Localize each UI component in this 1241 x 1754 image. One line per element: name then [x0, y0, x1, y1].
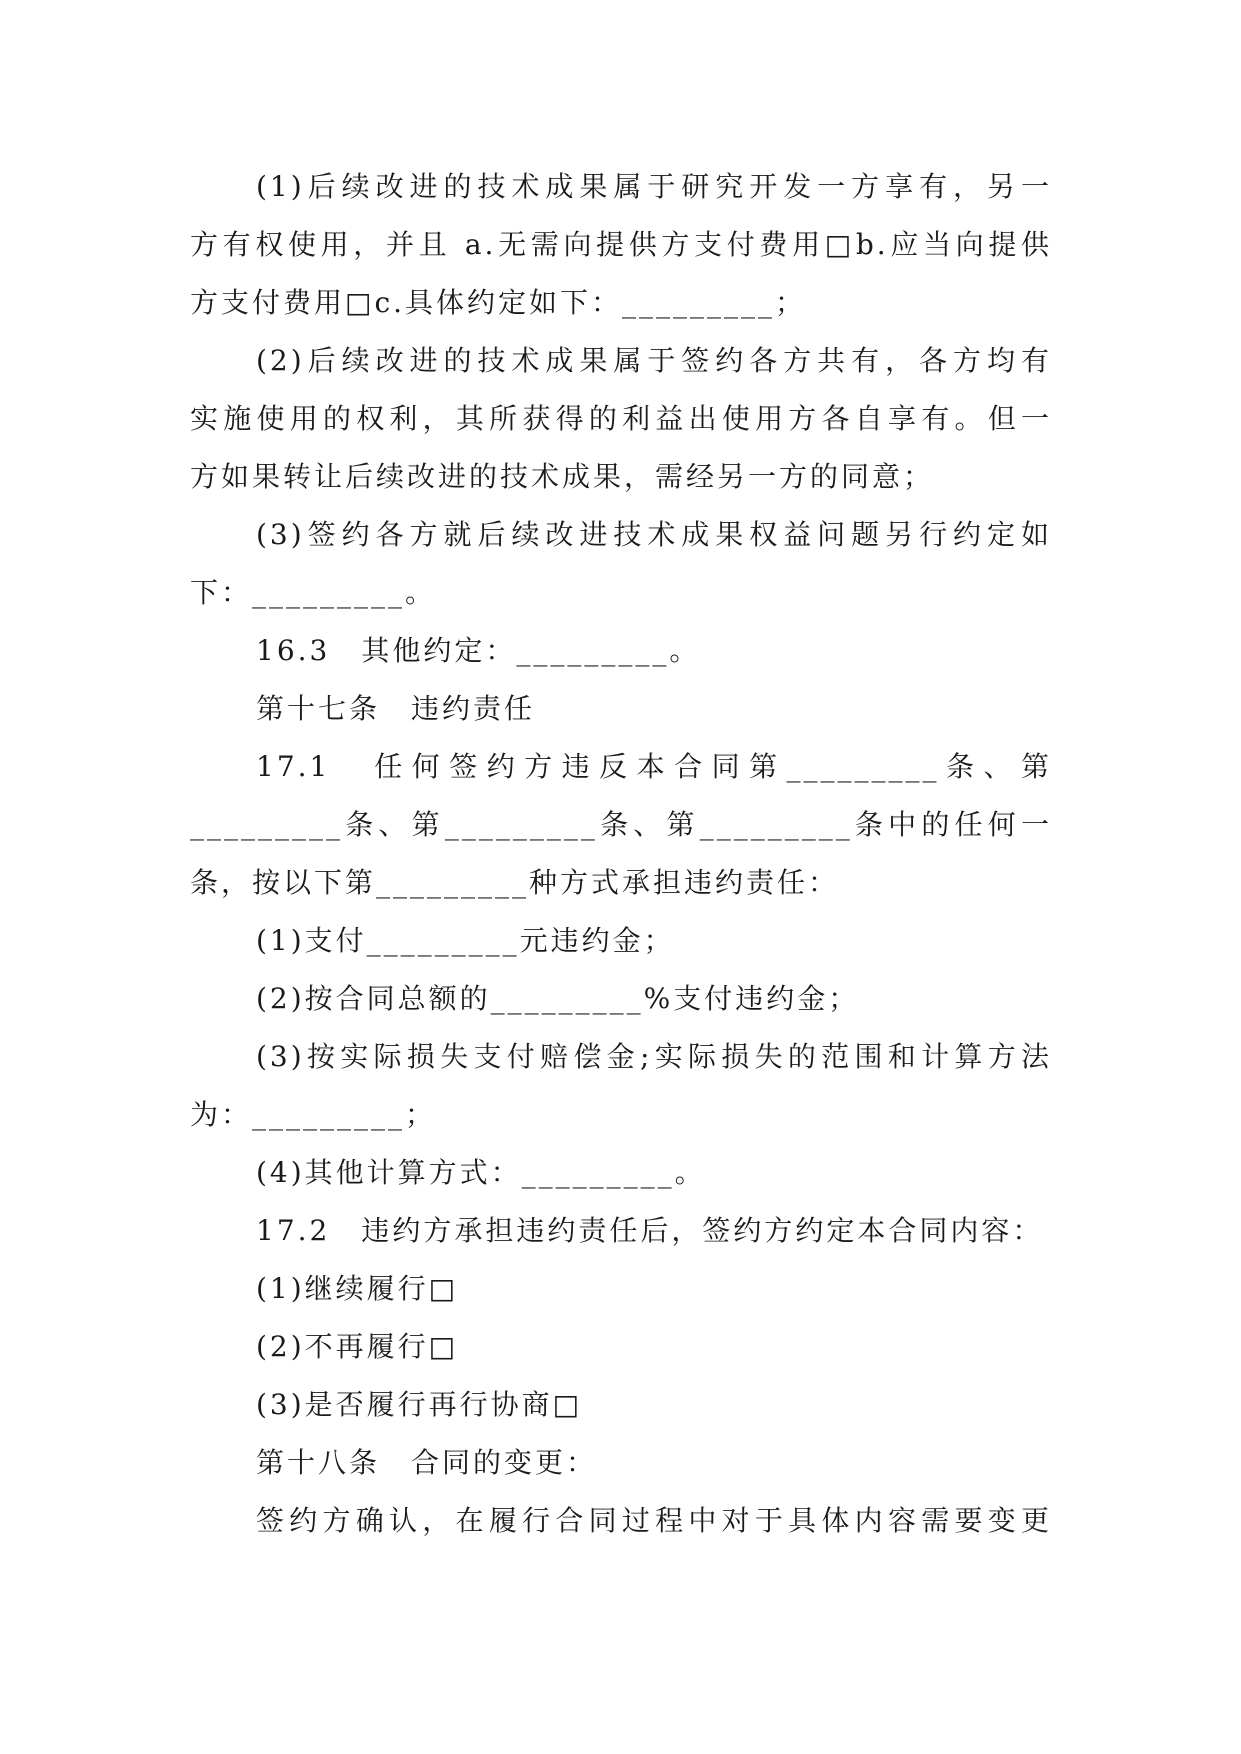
clause-16-2-item-1-line-3: 方支付费用□c.具体约定如下：_________； [190, 286, 807, 319]
clause-17-2-option-3: (3)是否履行再行协商□ [256, 1388, 583, 1421]
clause-17-1-line-1: 17.1 任何签约方违反本合同第_________条、第 [256, 750, 1052, 783]
article-17-heading: 第十七条 违约责任 [256, 692, 536, 725]
clause-16-2-item-3-line-1: (3)签约各方就后续改进技术成果权益问题另行约定如 [256, 518, 1052, 551]
clause-16-2-item-1-line-2: 方有权使用，并且 a.无需向提供方支付费用□b.应当向提供 [190, 228, 1052, 261]
clause-17-2: 17.2 违约方承担违约责任后，签约方约定本合同内容： [256, 1214, 1044, 1247]
clause-17-1-item-3-line-2: 为：_________； [190, 1098, 437, 1131]
clause-16-2-item-2-line-2: 实施使用的权利，其所获得的利益出使用方各自享有。但一 [190, 402, 1052, 435]
clause-17-1-item-4: (4)其他计算方式：_________。 [256, 1156, 706, 1189]
clause-16-3: 16.3 其他约定：_________。 [256, 634, 701, 667]
clause-17-1-line-2: _________条、第_________条、第_________条中的任何一 [190, 808, 1052, 841]
clause-16-2-item-2-line-3: 方如果转让后续改进的技术成果，需经另一方的同意； [190, 460, 935, 493]
document-body [190, 158, 1052, 1550]
clause-16-2-item-2-line-1: (2)后续改进的技术成果属于签约各方共有，各方均有 [256, 344, 1052, 377]
article-18-line-1: 签约方确认，在履行合同过程中对于具体内容需要变更 [256, 1504, 1052, 1537]
clause-16-2-item-3-line-2: 下：_________。 [190, 576, 437, 609]
clause-16-2-item-1-line-1: (1)后续改进的技术成果属于研究开发一方享有，另一 [256, 170, 1052, 203]
clause-17-1-item-1: (1)支付_________元违约金； [256, 924, 675, 957]
clause-17-1-item-3-line-1: (3)按实际损失支付赔偿金;实际损失的范围和计算方法 [256, 1040, 1052, 1073]
clause-17-1-item-2: (2)按合同总额的_________%支付违约金； [256, 982, 860, 1015]
clause-17-2-option-2: (2)不再履行□ [256, 1330, 459, 1363]
clause-17-1-line-3: 条，按以下第_________种方式承担违约责任： [190, 866, 840, 899]
article-18-heading: 第十八条 合同的变更： [256, 1446, 598, 1479]
clause-17-2-option-1: (1)继续履行□ [256, 1272, 459, 1305]
